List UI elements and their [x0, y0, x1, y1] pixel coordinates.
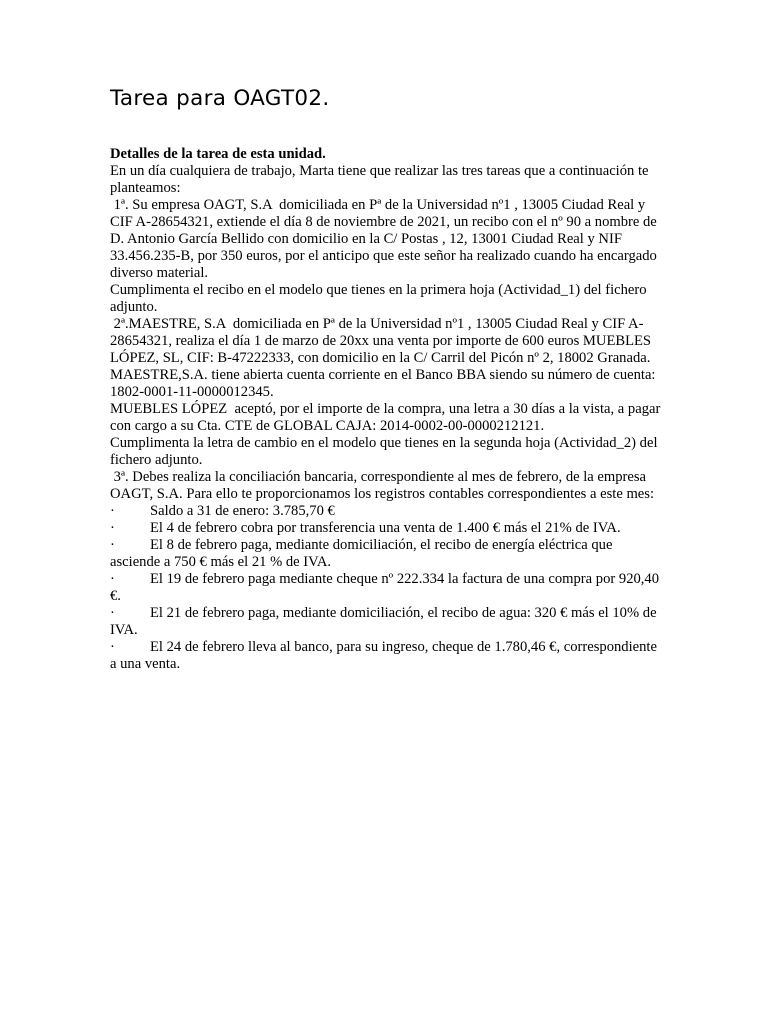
- document-page: [110, 84, 662, 673]
- task-1-paragraph: 1ª. Su empresa OAGT, S.A domiciliada en Pª de la Universidad nº1 , 13005 Ciudad Real y CIF A-28654321, extiende el día 8 de noviembre de 2021, un recibo con el nº 90 a nombre de D. Antonio García Bellido con domicilio en la C/ Postas , 12, 13001 Ciudad Real y NIF 33.456.235-B, por 350 euros, por el anticipo que este señor ha realizado cuando ha encargado diverso material.: [110, 197, 661, 281]
- list-item: [110, 537, 662, 571]
- list-item: [110, 503, 662, 520]
- bullet-icon: ·: [110, 520, 115, 536]
- list-item: [110, 639, 662, 673]
- list-item-text: El 8 de febrero paga, mediante domiciliación, el recibo de energía eléctrica que asciende a 750 € más el 21 % de IVA.: [110, 537, 613, 570]
- document-title: Tarea para OAGT02.: [110, 86, 330, 111]
- task-2-account-paragraph: MAESTRE,S.A. tiene abierta cuenta corriente en el Banco BBA siendo su número de cuenta: 1802-0001-11-0000012345.: [110, 367, 656, 400]
- list-item: [110, 571, 662, 605]
- list-item-text: El 19 de febrero paga mediante cheque nº 222.334 la factura de una compra por 920,40 €.: [110, 571, 660, 604]
- list-item: [110, 605, 662, 639]
- task-2-paragraph: 2ª.MAESTRE, S.A domiciliada en Pª de la Universidad nº1 , 13005 Ciudad Real y CIF A-28654321, realiza el día 1 de marzo de 20xx una venta por importe de 600 euros MUEBLES LÓPEZ, SL, CIF: B-47222333, con domicilio en la C/ Carril del Picón nº 2, 18002 Granada.: [110, 316, 655, 366]
- intro-paragraph: En un día cualquiera de trabajo, Marta tiene que realizar las tres tareas que a continuación te planteamos:: [110, 163, 649, 196]
- section-heading: Detalles de la tarea de esta unidad.: [110, 146, 326, 162]
- list-item-text: El 4 de febrero cobra por transferencia una venta de 1.400 € más el 21% de IVA.: [150, 520, 621, 536]
- task-2-instruction: Cumplimenta la letra de cambio en el modelo que tienes en la segunda hoja (Actividad_2) del fichero adjunto.: [110, 435, 658, 468]
- list-item-text: El 21 de febrero paga, mediante domiciliación, el recibo de agua: 320 € más el 10% de IVA.: [110, 605, 657, 638]
- bullet-icon: ·: [110, 503, 115, 519]
- task-3-paragraph: 3ª. Debes realiza la conciliación bancaria, correspondiente al mes de febrero, de la empresa OAGT, S.A. Para ello te proporcionamos los registros contables correspondientes a este mes:: [110, 469, 655, 502]
- list-item-text: El 24 de febrero lleva al banco, para su ingreso, cheque de 1.780,46 €, correspondiente a una venta.: [110, 639, 657, 672]
- task-2-letter-paragraph: MUEBLES LÓPEZ aceptó, por el importe de la compra, una letra a 30 días a la vista, a pagar con cargo a su Cta. CTE de GLOBAL CAJA: 2014-0002-00-0000212121.: [110, 401, 664, 434]
- task-1-instruction: Cumplimenta el recibo en el modelo que tienes en la primera hoja (Actividad_1) del fichero adjunto.: [110, 282, 647, 315]
- list-item-text: Saldo a 31 de enero: 3.785,70 €: [150, 503, 335, 519]
- bullet-icon: ·: [110, 639, 115, 655]
- bullet-icon: ·: [110, 571, 115, 587]
- bullet-icon: ·: [110, 605, 115, 621]
- list-item: [110, 520, 662, 537]
- bullet-icon: ·: [110, 537, 115, 553]
